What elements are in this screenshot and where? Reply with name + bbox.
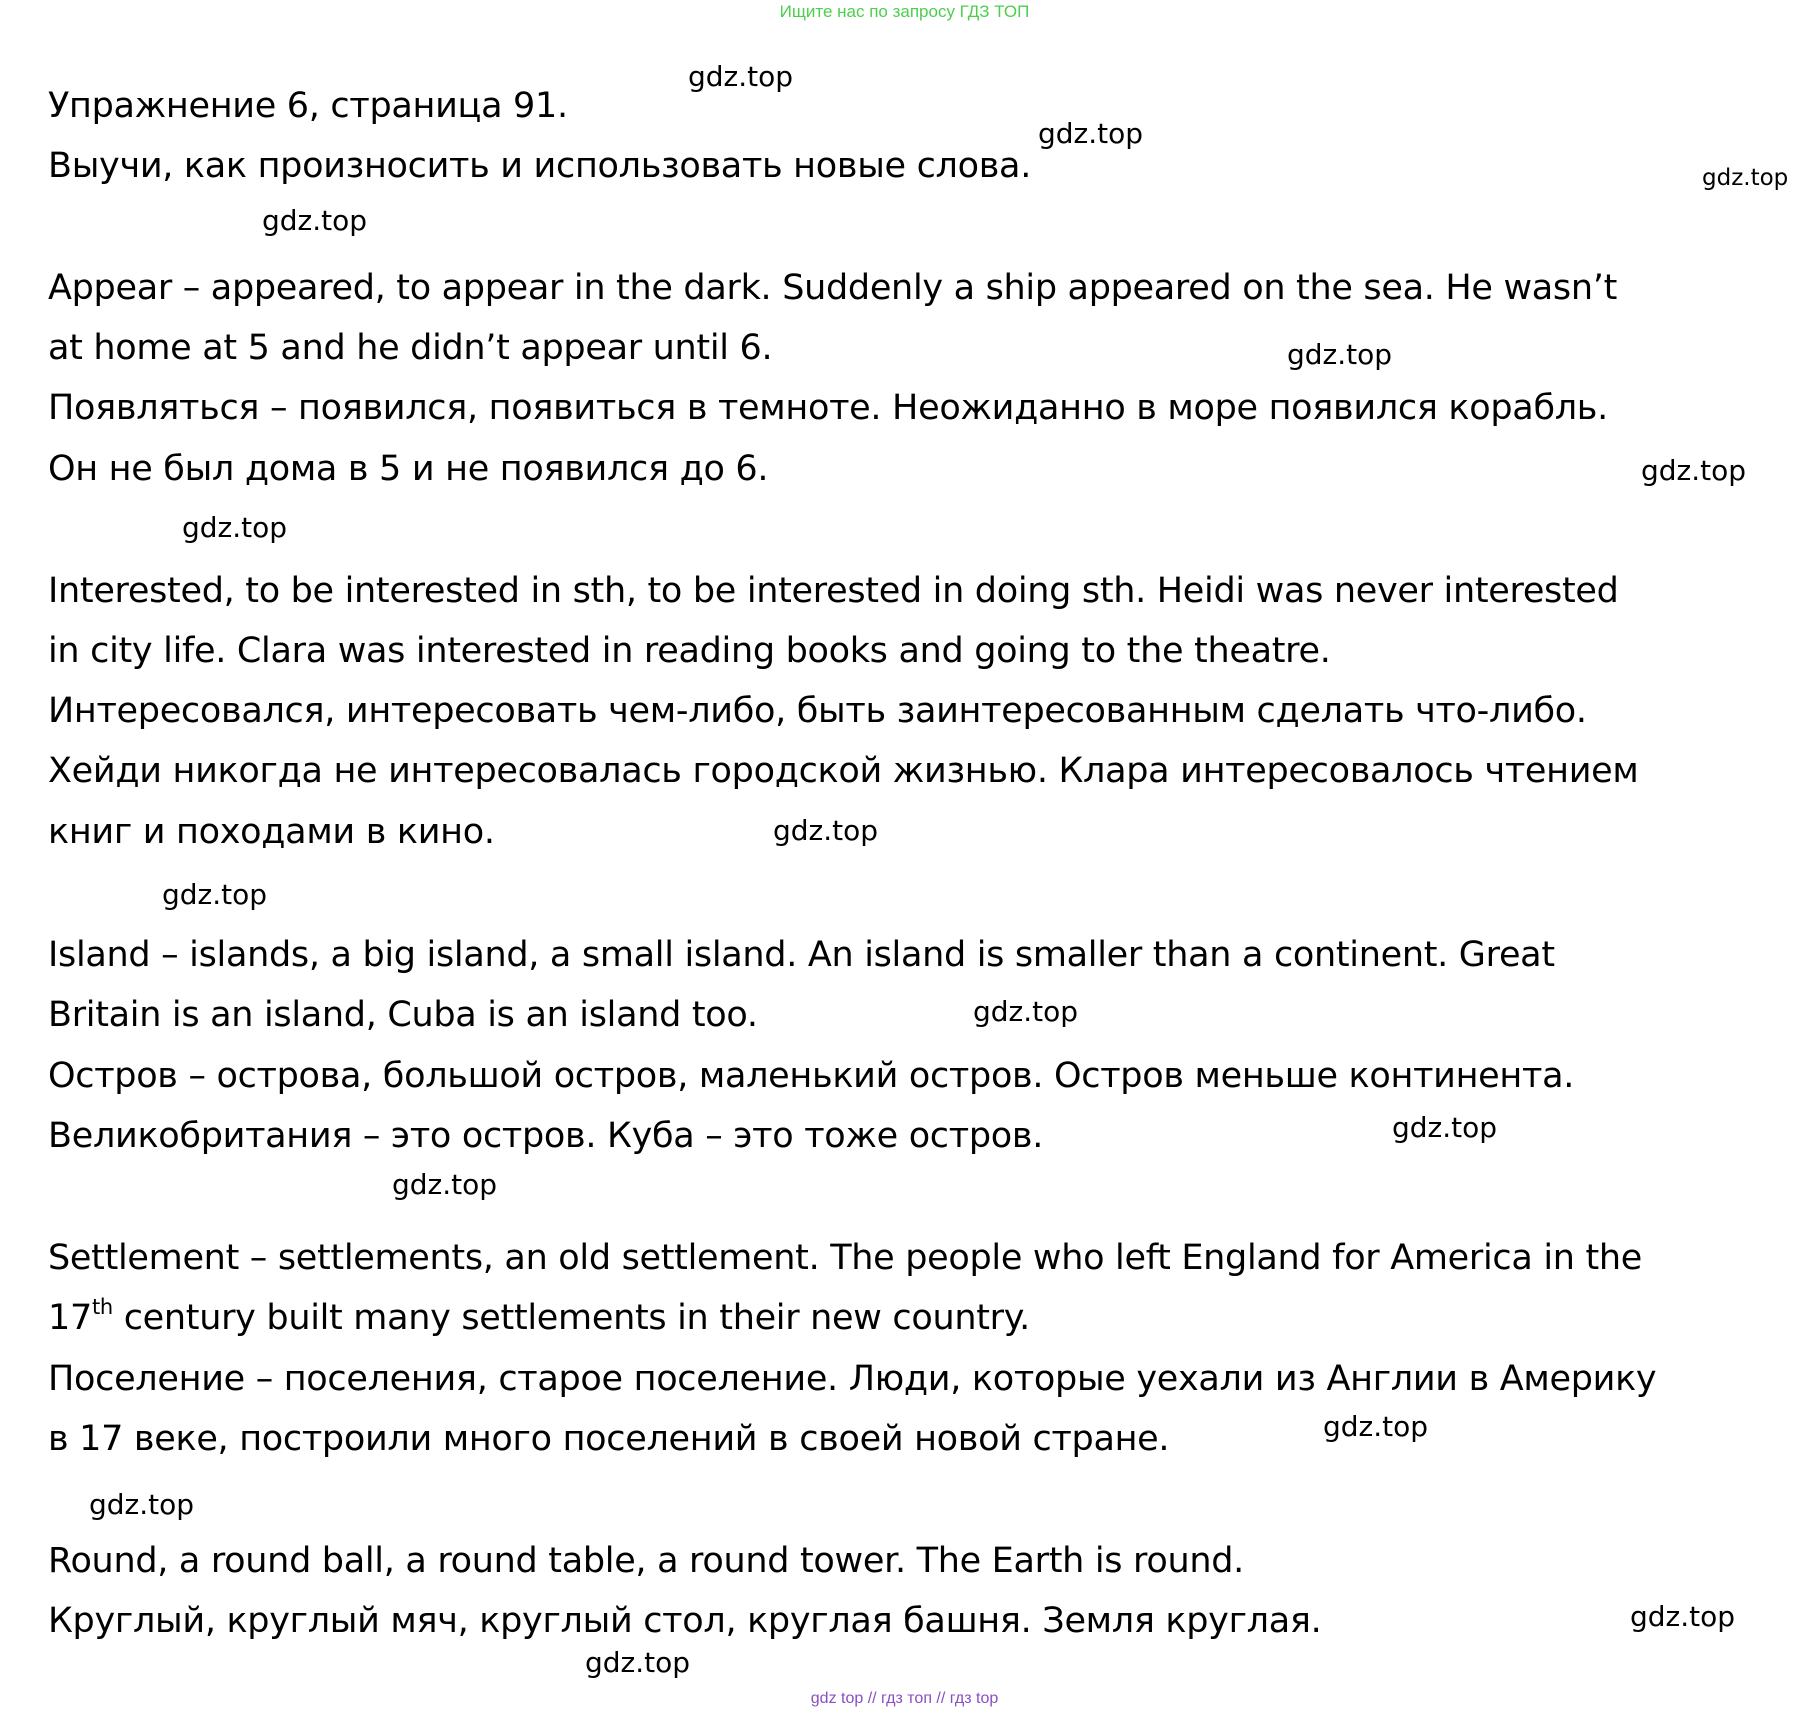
entry-settlement-ru-1: Поселение – поселения, старое поселение. Люди, которые уехали из Англии в Америку <box>48 1359 1657 1399</box>
entry-interested-ru-2: Хейди никогда не интересовалась городской жизнью. Клара интересовалось чтением <box>48 751 1639 791</box>
entry-island-en-1: Island – islands, a big island, a small island. An island is smaller than a continent. Great <box>48 935 1555 975</box>
watermark: gdz.top <box>1641 454 1747 487</box>
watermark: gdz.top <box>1038 117 1144 150</box>
entry-round-en-1: Round, a round ball, a round table, a round tower. The Earth is round. <box>48 1541 1244 1581</box>
watermark: gdz.top <box>1630 1600 1736 1633</box>
entry-settlement-en-2 <box>48 1296 1030 1340</box>
entry-island-en-2: Britain is an island, Cuba is an island too. <box>48 995 758 1035</box>
entry-settlement-en-1: Settlement – settlements, an old settlement. The people who left England for America in the <box>48 1238 1642 1278</box>
watermark: gdz.top <box>392 1168 498 1201</box>
watermark: gdz.top <box>182 511 288 544</box>
exercise-instruction: Выучи, как произносить и использовать новые слова. <box>48 146 1032 186</box>
bottom-banner: gdz top // гдз топ // гдз top <box>810 1690 999 1707</box>
entry-settlement-ru-2: в 17 веке, построили много поселений в своей новой стране. <box>48 1419 1170 1459</box>
century-rest: century built many settlements in their new country. <box>112 1298 1030 1338</box>
entry-interested-ru-1: Интересовался, интересовать чем-либо, быть заинтересованным сделать что-либо. <box>48 691 1587 731</box>
top-banner: Ищите нас по запросу ГДЗ ТОП <box>779 2 1030 21</box>
watermark: gdz.top <box>1392 1111 1498 1144</box>
entry-appear-en-2: at home at 5 and he didn’t appear until 6. <box>48 328 773 368</box>
entry-interested-en-2: in city life. Clara was interested in reading books and going to the theatre. <box>48 631 1331 671</box>
ordinal-suffix: th <box>91 1295 113 1319</box>
watermark: gdz.top <box>1323 1410 1429 1443</box>
entry-island-ru-1: Остров – острова, большой остров, маленький остров. Остров меньше континента. <box>48 1056 1575 1096</box>
exercise-title: Упражнение 6, страница 91. <box>48 86 568 126</box>
entry-round-ru-1: Круглый, круглый мяч, круглый стол, круглая башня. Земля круглая. <box>48 1601 1322 1641</box>
watermark: gdz.top <box>1702 165 1789 191</box>
century-number: 17 <box>48 1298 92 1338</box>
entry-interested-en-1: Interested, to be interested in sth, to be interested in doing sth. Heidi was never interested <box>48 571 1619 611</box>
entry-appear-ru-1: Появляться – появился, появиться в темноте. Неожиданно в море появился корабль. <box>48 388 1608 428</box>
entry-appear-ru-2: Он не был дома в 5 и не появился до 6. <box>48 449 769 489</box>
watermark: gdz.top <box>162 878 268 911</box>
entry-interested-ru-3: книг и походами в кино. <box>48 812 495 852</box>
watermark: gdz.top <box>1287 338 1393 371</box>
watermark: gdz.top <box>89 1488 195 1521</box>
entry-appear-en-1: Appear – appeared, to appear in the dark. Suddenly a ship appeared on the sea. He wasn’t <box>48 268 1617 308</box>
entry-island-ru-2: Великобритания – это остров. Куба – это тоже остров. <box>48 1116 1044 1156</box>
watermark: gdz.top <box>585 1646 691 1679</box>
watermark: gdz.top <box>973 995 1079 1028</box>
watermark: gdz.top <box>688 60 794 93</box>
watermark: gdz.top <box>262 204 368 237</box>
watermark: gdz.top <box>773 814 879 847</box>
